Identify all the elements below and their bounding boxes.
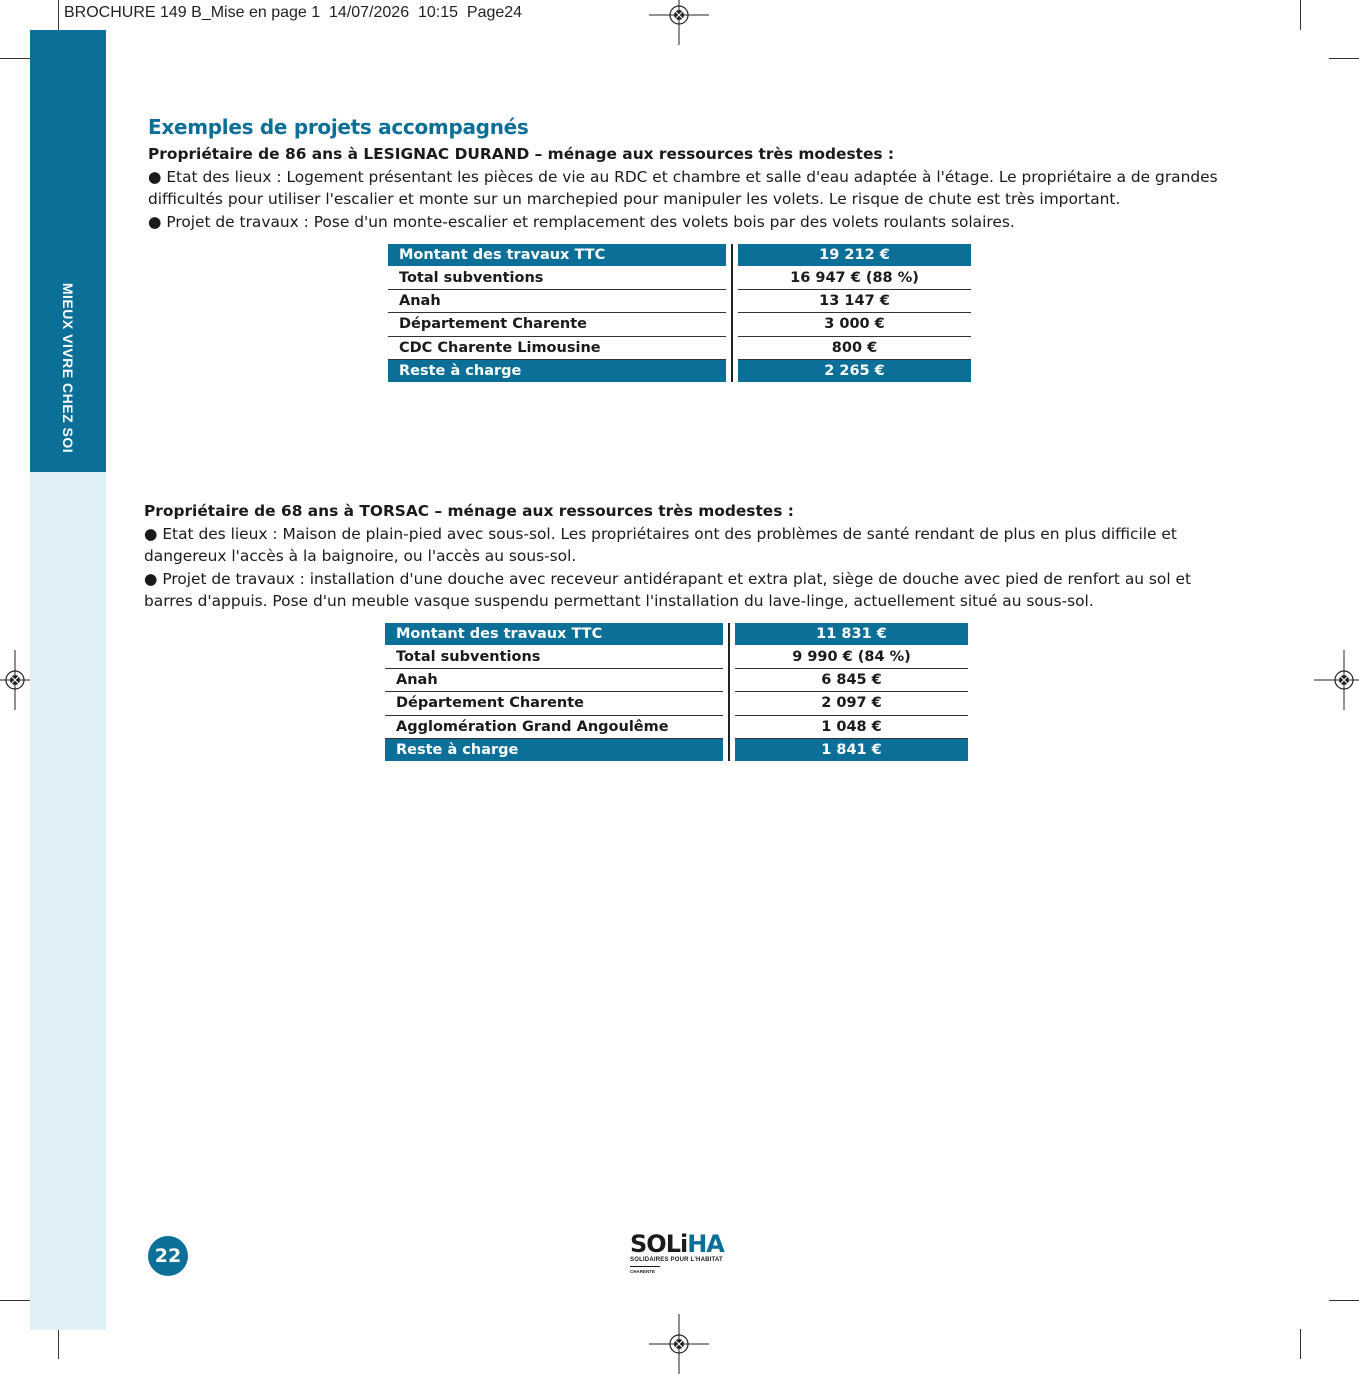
crop-mark <box>1300 0 1301 30</box>
registration-mark-icon <box>649 0 709 45</box>
table-row <box>385 645 968 668</box>
table-row <box>385 623 968 645</box>
crop-mark <box>0 58 30 59</box>
table-row <box>388 313 971 336</box>
row-label: Montant des travaux TTC <box>388 244 726 266</box>
crop-mark <box>1300 1329 1301 1359</box>
row-value: 2 097 € <box>735 692 968 715</box>
crop-mark <box>58 0 59 30</box>
sidebar-label: MIEUX VIVRE CHEZ SOI <box>60 282 76 454</box>
row-value: 16 947 € (88 %) <box>738 266 971 289</box>
table-row <box>385 692 968 715</box>
registration-mark-icon <box>1314 650 1359 710</box>
row-value: 800 € <box>738 336 971 359</box>
project-2-heading: Propriétaire de 68 ans à TORSAC – ménage aux ressources très modestes : <box>144 502 794 520</box>
soliha-logo <box>630 1232 730 1278</box>
row-value: 13 147 € <box>738 289 971 312</box>
row-value: 2 265 € <box>738 359 971 382</box>
project-1-heading: Propriétaire de 86 ans à LESIGNAC DURAND – ménage aux ressources très modestes : <box>148 145 895 163</box>
crop-mark <box>0 1300 30 1301</box>
project-1-etat: ● Etat des lieux : Logement présentant les pièces de vie au RDC et chambre et salle d'eau adaptée à l'étage. Le propriétaire a de grandes difficultés pour utiliser l'escalier et monte sur un marchepied pour manipuler les volets. Le risque de chute est très important. <box>148 167 1218 209</box>
table-row <box>385 668 968 691</box>
crop-mark <box>1329 58 1359 59</box>
row-label: Total subventions <box>388 266 726 289</box>
table-row <box>385 715 968 738</box>
print-slug: BROCHURE 149 B_Mise en page 1 14/07/2026 10:15 Page24 <box>64 4 523 21</box>
row-label: Reste à charge <box>388 359 726 382</box>
project-2-projet: ● Projet de travaux : installation d'une douche avec receveur antidérapant et extra plat, siège de douche avec pied de renfort au sol et barres d'appuis. Pose d'un meuble vasque suspendu permettant l'installation du lave-linge, actuellement situé au sous-sol. <box>144 569 1192 611</box>
project-1-text <box>148 143 1218 233</box>
row-label: Anah <box>385 668 723 691</box>
row-label: Total subventions <box>385 645 723 668</box>
row-label: Reste à charge <box>385 738 723 761</box>
row-label: Anah <box>388 289 726 312</box>
row-value: 11 831 € <box>735 623 968 645</box>
project-2-text <box>144 500 1214 613</box>
table-row <box>388 336 971 359</box>
table-row <box>388 244 971 266</box>
logo-wordmark: SOLiHA <box>630 1230 724 1258</box>
registration-mark-icon <box>649 1314 709 1374</box>
row-label: Département Charente <box>388 313 726 336</box>
row-label: Agglomération Grand Angoulême <box>385 715 723 738</box>
page-number: 22 <box>148 1236 188 1276</box>
project-1-cost-table <box>388 244 971 382</box>
logo-tagline: SOLIDAIRES POUR L'HABITAT <box>630 1257 723 1263</box>
row-value: 1 048 € <box>735 715 968 738</box>
row-label: Département Charente <box>385 692 723 715</box>
crop-mark <box>58 1329 59 1359</box>
sidebar-band-light <box>30 472 106 1330</box>
logo-subtitle: CHARENTE <box>630 1269 656 1274</box>
table-row <box>388 266 971 289</box>
project-2-etat: ● Etat des lieux : Maison de plain-pied avec sous-sol. Les propriétaires ont des problèmes de santé rendant de plus en plus difficile et dangereux l'accès à la baignoire, ou l'accès au sous-sol. <box>144 524 1177 566</box>
row-value: 6 845 € <box>735 668 968 691</box>
row-value: 1 841 € <box>735 738 968 761</box>
row-value: 3 000 € <box>738 313 971 336</box>
row-label: CDC Charente Limousine <box>388 336 726 359</box>
row-value: 9 990 € (84 %) <box>735 645 968 668</box>
crop-mark <box>1329 1300 1359 1301</box>
row-label: Montant des travaux TTC <box>385 623 723 645</box>
table-row <box>385 738 968 761</box>
project-1-projet: ● Projet de travaux : Pose d'un monte-escalier et remplacement des volets bois par des volets roulants solaires. <box>148 212 1015 231</box>
section-title: Exemples de projets accompagnés <box>148 115 529 139</box>
table-row <box>388 289 971 312</box>
row-value: 19 212 € <box>738 244 971 266</box>
table-row <box>388 359 971 382</box>
project-2-cost-table <box>385 623 968 761</box>
